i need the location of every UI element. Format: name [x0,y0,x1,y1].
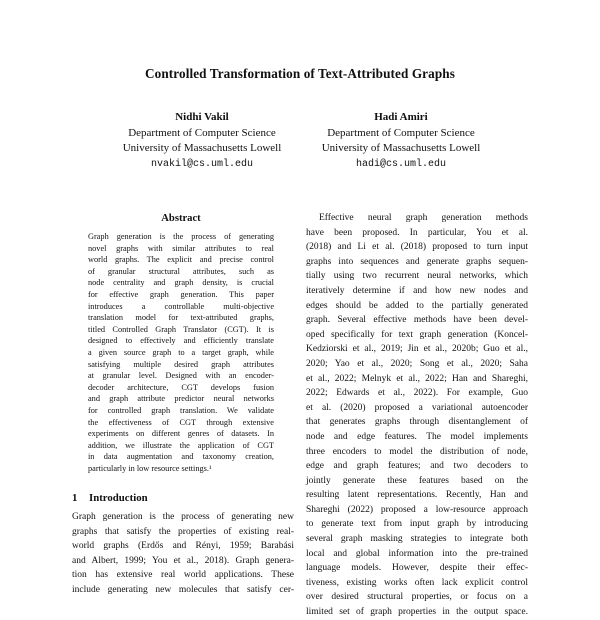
text-line: in data augmentation and taxonomy creation, [88,452,274,462]
right-column-text [306,211,528,620]
text-line: 2020; Yao et al., 2020; Song et al., 2020; Saha [306,358,528,369]
text-line: limited set of graph properties in the output space. [306,607,528,618]
text-line: at granular level. Designed with an encoder- [88,371,274,381]
text-line: tiveness, existing works often lack explicit control [306,577,528,588]
text-line: node centrality and graph density, is crucial [88,278,274,288]
text-line: satisfying multiple desired graph attributes [88,359,274,369]
text-line: and graph attribute predictor neural networks [88,394,274,404]
text-line: oped specifically for text graph generation (Koncel- [306,329,528,340]
text-line: decoder architecture, CGT develops fusion [88,382,274,392]
author-email: nvakil@cs.uml.edu [150,158,254,170]
text-line: that generates graphs through disentanglement of [306,417,528,428]
text-line: Kedziorski et al., 2019; Jin et al., 2020b; Guo et al., [306,344,528,355]
author-email: hadi@cs.uml.edu [355,158,446,170]
text-line: the effectiveness of CGT through extensive [88,417,274,427]
text-line: introduces a controllable multi-objective [88,301,274,311]
text-line: graphs into sequences and generate graphs sequen- [306,256,528,267]
text-line: local and global information into the pre-trained [306,548,528,559]
text-line: of granular structural attributes, such as [88,266,274,276]
text-line: et al. (2020) proposed a variational autoencoder [306,402,528,413]
text-line: Effective neural graph generation methods [319,213,528,223]
abstract-heading: Abstract [161,213,201,224]
section-title: Introduction [89,492,148,504]
text-line: three encoders to model the distribution of node, [306,446,528,457]
text-line: Graph generation is the process of generating [88,232,274,241]
text-line: node and edge features. The model implements [306,431,528,442]
text-line: and Albert, 1999; You et al., 2018). Graph genera- [72,555,294,566]
introduction-text [72,510,294,598]
text-line: a given source graph to a target graph, while [88,347,274,357]
text-line: tion has extensive real world applications. These [72,570,294,581]
author-university: University of Massachusetts Lowell [321,142,481,154]
text-line: over desired structural properties, or focus on a [306,592,528,603]
text-line: (2018) and Li et al. (2018) proposed to turn input [306,242,528,253]
text-line: graphs that satisfy the properties of existing real- [72,526,294,537]
text-line: edges should be added to the partially generated [306,300,528,311]
text-line: world graphs (Erdős and Rényi, 1959; Barabási [72,541,294,552]
author-department: Department of Computer Science [128,126,276,139]
text-line: language models. However, despite their effec- [306,563,528,574]
text-line: tially using two recurrent neural networks, which [306,271,528,282]
text-line: titled Controlled Graph Translator (CGT). It is [88,324,274,334]
text-line: novel graphs with similar attributes to real [88,243,274,253]
text-line: Graph generation is the process of generating new [72,512,294,522]
text-line: addition, we illustrate the application of CGT [88,440,274,450]
text-line: designed to effectively and efficiently translate [88,336,274,346]
text-line: experiments on different genres of datasets. In [88,429,274,439]
paper-title: Controlled Transformation of Text-Attributed Graphs [145,66,455,81]
author-block-1 [87,110,317,172]
abstract-text [88,231,274,474]
text-line: edge and graph features; and two decoders to [306,461,528,472]
text-line: graph. Several effective methods have been devel- [306,315,528,326]
text-line: particularly in low resource settings.¹ [88,463,212,473]
text-line: 2022; Edwards et al., 2022). For example, Guo [306,388,528,399]
text-line: world graphs. The explicit and precise control [88,255,274,265]
text-line: translation model for text-attributed graphs, [88,313,274,323]
text-line: to generate text from input graph by introducing [306,519,528,530]
text-line: for controlled graph translation. We validate [88,405,274,415]
section-number: 1 [72,492,78,504]
section-heading [72,492,148,504]
text-line: several graph masking strategies to integrate both [306,534,528,545]
text-line: iteratively determine if and how new nodes and [306,285,528,296]
text-line: et al., 2022; Melnyk et al., 2022; Han and Shareghi, [306,373,528,384]
author-block-2 [286,110,516,172]
text-line: have been proposed. In particular, You et al. [306,227,528,238]
author-department: Department of Computer Science [327,126,475,139]
author-name: Nidhi Vakil [175,111,229,123]
text-line: resulting latent representations. Recently, Han and [306,490,528,501]
text-line: for effective graph generation. This paper [88,289,274,299]
author-name: Hadi Amiri [374,111,428,123]
text-line: include generating new molecules that satisfy cer- [72,584,294,595]
text-line: jointly generate these features based on the [306,475,528,486]
text-line: Shareghi (2022) proposed a low-resource approach [306,504,528,515]
author-university: University of Massachusetts Lowell [122,142,282,154]
